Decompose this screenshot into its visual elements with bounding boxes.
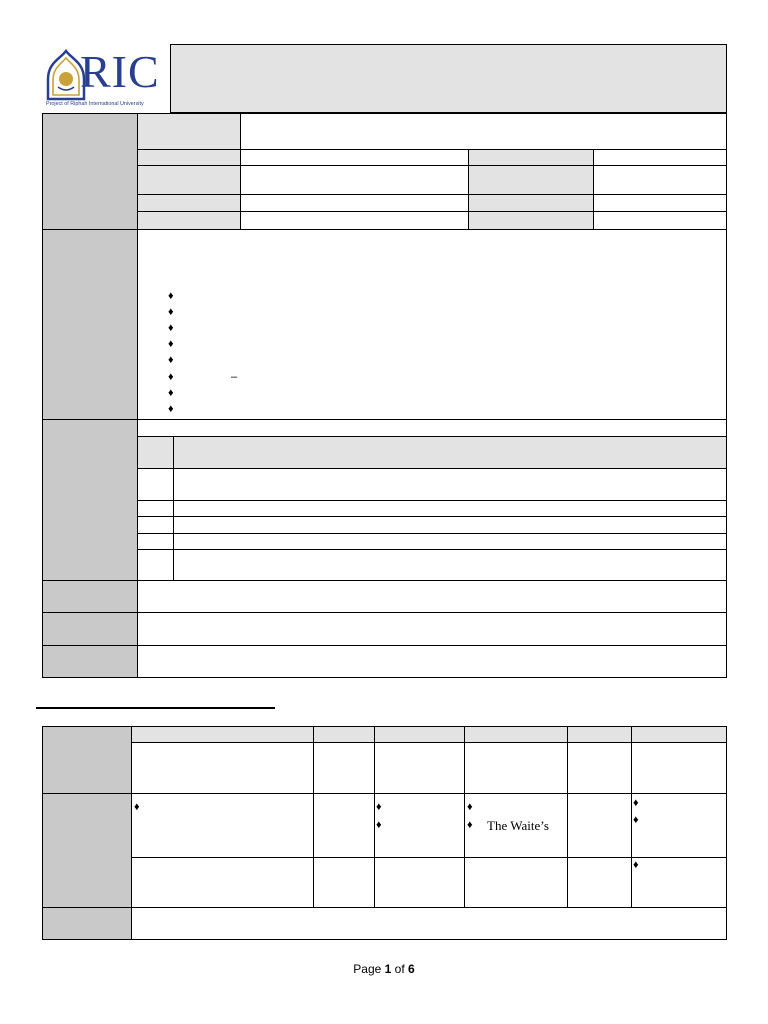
course-label-cell-c — [137, 165, 241, 195]
header-title-bar — [170, 44, 727, 113]
course-value-cell-b1 — [240, 149, 469, 166]
course-label-cell-d — [137, 194, 241, 212]
objective-bullet: ♦ — [168, 290, 174, 302]
assessment-footer-cell — [131, 907, 727, 940]
outcomes-header-text — [173, 436, 727, 469]
course-value-cell-c3 — [593, 165, 727, 195]
objective-bullet: ♦ — [168, 306, 174, 318]
course-value-cell-b3 — [593, 149, 727, 166]
objective-bullet: ♦ — [168, 322, 174, 334]
assessment-bullet: ♦ — [633, 814, 639, 826]
assessment-bullet: ♦ — [467, 819, 473, 831]
page-number-footer — [0, 962, 768, 976]
assessment-label-cell-3 — [42, 907, 132, 940]
assessment-bullet: ♦ — [633, 859, 639, 871]
assessment-header-row — [131, 726, 727, 743]
institution-logo — [42, 45, 170, 113]
objective-bullet: ♦ — [168, 371, 174, 383]
course-value-cell-e1 — [240, 211, 469, 230]
assessment-label-cell-2 — [42, 793, 132, 908]
page-current: 1 — [384, 962, 392, 976]
course-label-cell-e — [137, 211, 241, 230]
course-label-cell-e2 — [468, 211, 594, 230]
course-value-cell-c1 — [240, 165, 469, 195]
assessment-label-cell-1 — [42, 726, 132, 794]
objective-bullet: ♦ — [168, 387, 174, 399]
objective-bullet: ♦ — [168, 403, 174, 415]
objective-bullet: ♦ — [168, 354, 174, 366]
course-value-cell-e3 — [593, 211, 727, 230]
course-label-cell-a — [137, 113, 241, 150]
assessment-bullet: ♦ — [134, 801, 140, 813]
of-word: of — [394, 962, 405, 976]
objective-dash: – — [231, 371, 238, 383]
reference-text: The Waite’s — [487, 818, 549, 833]
objective-bullet: ♦ — [168, 338, 174, 350]
outcomes-num-divider — [173, 468, 174, 581]
page-total: 6 — [408, 962, 415, 976]
course-value-cell-d3 — [593, 194, 727, 212]
row-label-cell-6 — [42, 645, 138, 678]
logo-wordmark: RIC — [80, 46, 160, 97]
page-word: Page — [353, 962, 382, 976]
assessment-bullet: ♦ — [376, 819, 382, 831]
content-cell-6 — [137, 645, 727, 678]
course-label-cell-b — [137, 149, 241, 166]
assessment-bullet: ♦ — [633, 797, 639, 809]
course-label-cell-b2 — [468, 149, 594, 166]
course-label-cell-c2 — [468, 165, 594, 195]
outcomes-header-num — [137, 436, 174, 469]
content-cell-5 — [137, 612, 727, 646]
course-label-cell-d2 — [468, 194, 594, 212]
row-label-cell-1 — [42, 113, 138, 230]
row-label-cell-2 — [42, 229, 138, 420]
assessment-bullet: ♦ — [467, 801, 473, 813]
row-label-cell-3 — [42, 419, 138, 581]
logo-tagline: Project of Riphah International University — [46, 101, 144, 107]
objectives-block — [137, 229, 727, 420]
section-divider — [36, 707, 275, 709]
content-cell-4 — [137, 580, 727, 613]
row-label-cell-4 — [42, 580, 138, 613]
course-value-cell-d1 — [240, 194, 469, 212]
assessment-bullet: ♦ — [376, 801, 382, 813]
row-label-cell-5 — [42, 612, 138, 646]
